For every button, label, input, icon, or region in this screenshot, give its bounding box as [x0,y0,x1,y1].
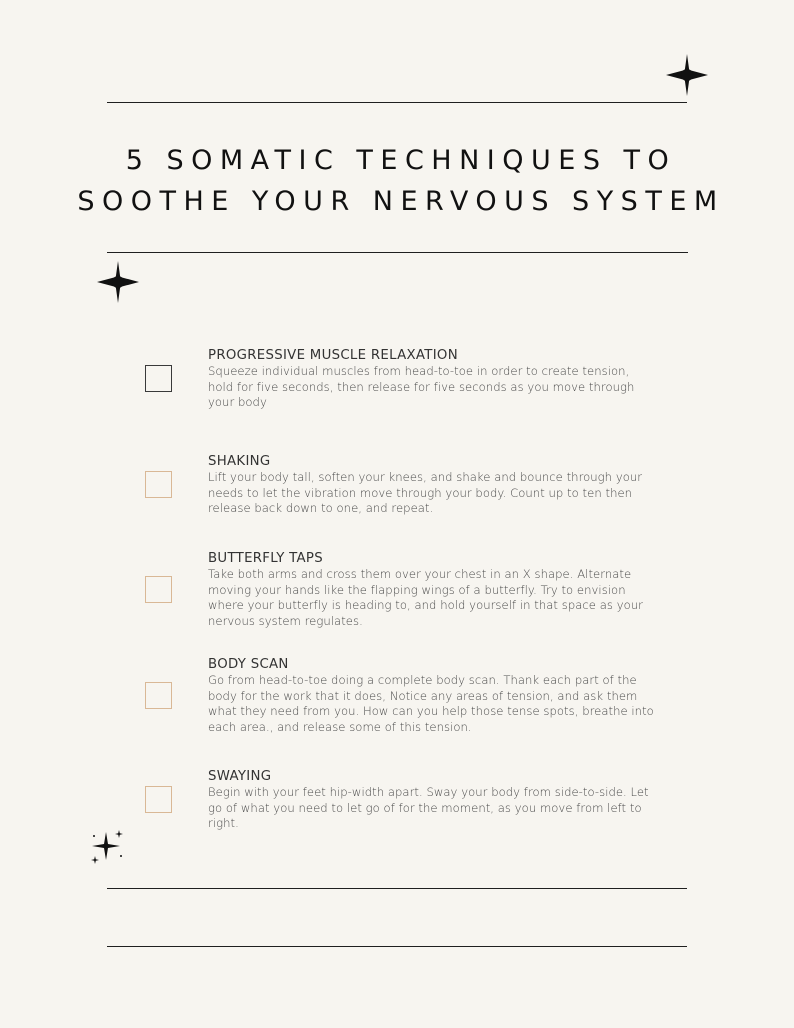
page-title [0,140,794,222]
item-description: Lift your body tall, soften your knees, and shake and bounce through your needs to let the vibration move through your body. Count up to ten then release back down to one, and repeat. [208,470,643,515]
checkbox-body-scan[interactable] [145,682,172,709]
list-item-body-scan [208,657,658,735]
item-title: PROGRESSIVE MUSCLE RELAXATION [208,348,458,363]
sparkles-cluster-icon [88,828,126,866]
item-description: Squeeze individual muscles from head-to-toe in order to create tension, hold for five seconds, then release for five seconds as you move through your body [208,364,635,409]
checkbox-butterfly-taps[interactable] [145,576,172,603]
checkbox-progressive-muscle-relaxation[interactable] [145,365,172,392]
item-description: Take both arms and cross them over your chest in an X shape. Alternate moving your hands like the flapping wings of a butterfly. Try to envision where your butterfly is heading to, and hold yourself in that space as your nervous system regulates. [208,567,643,628]
item-description: Begin with your feet hip-width apart. Sway your body from side-to-side. Let go of what you need to let go of for the moment, as you move from left to right. [208,785,649,830]
checkbox-swaying[interactable] [145,786,172,813]
item-title: BUTTERFLY TAPS [208,551,323,566]
item-title: BODY SCAN [208,657,289,672]
list-item-progressive-muscle-relaxation [208,348,658,411]
title-line-2: SOOTHE YOUR NERVOUS SYSTEM [77,186,725,217]
footer-divider-lower [107,946,687,947]
sparkle-icon-left [97,261,139,303]
top-divider [107,102,687,103]
item-description: Go from head-to-toe doing a complete body scan. Thank each part of the body for the work that it does, Notice any areas of tension, and ask them what they need from you. How can you help those tense spots, breathe into each area., and release some of this tension. [208,673,654,734]
list-item-swaying [208,769,658,832]
checkbox-shaking[interactable] [145,471,172,498]
sparkle-icon-top-right [666,54,708,96]
item-title: SHAKING [208,454,271,469]
title-bottom-divider [107,252,688,253]
list-item-shaking [208,454,658,517]
title-line-1: 5 SOMATIC TECHNIQUES TO [125,145,677,176]
list-item-butterfly-taps [208,551,658,629]
footer-divider-upper [107,888,687,889]
item-title: SWAYING [208,769,272,784]
